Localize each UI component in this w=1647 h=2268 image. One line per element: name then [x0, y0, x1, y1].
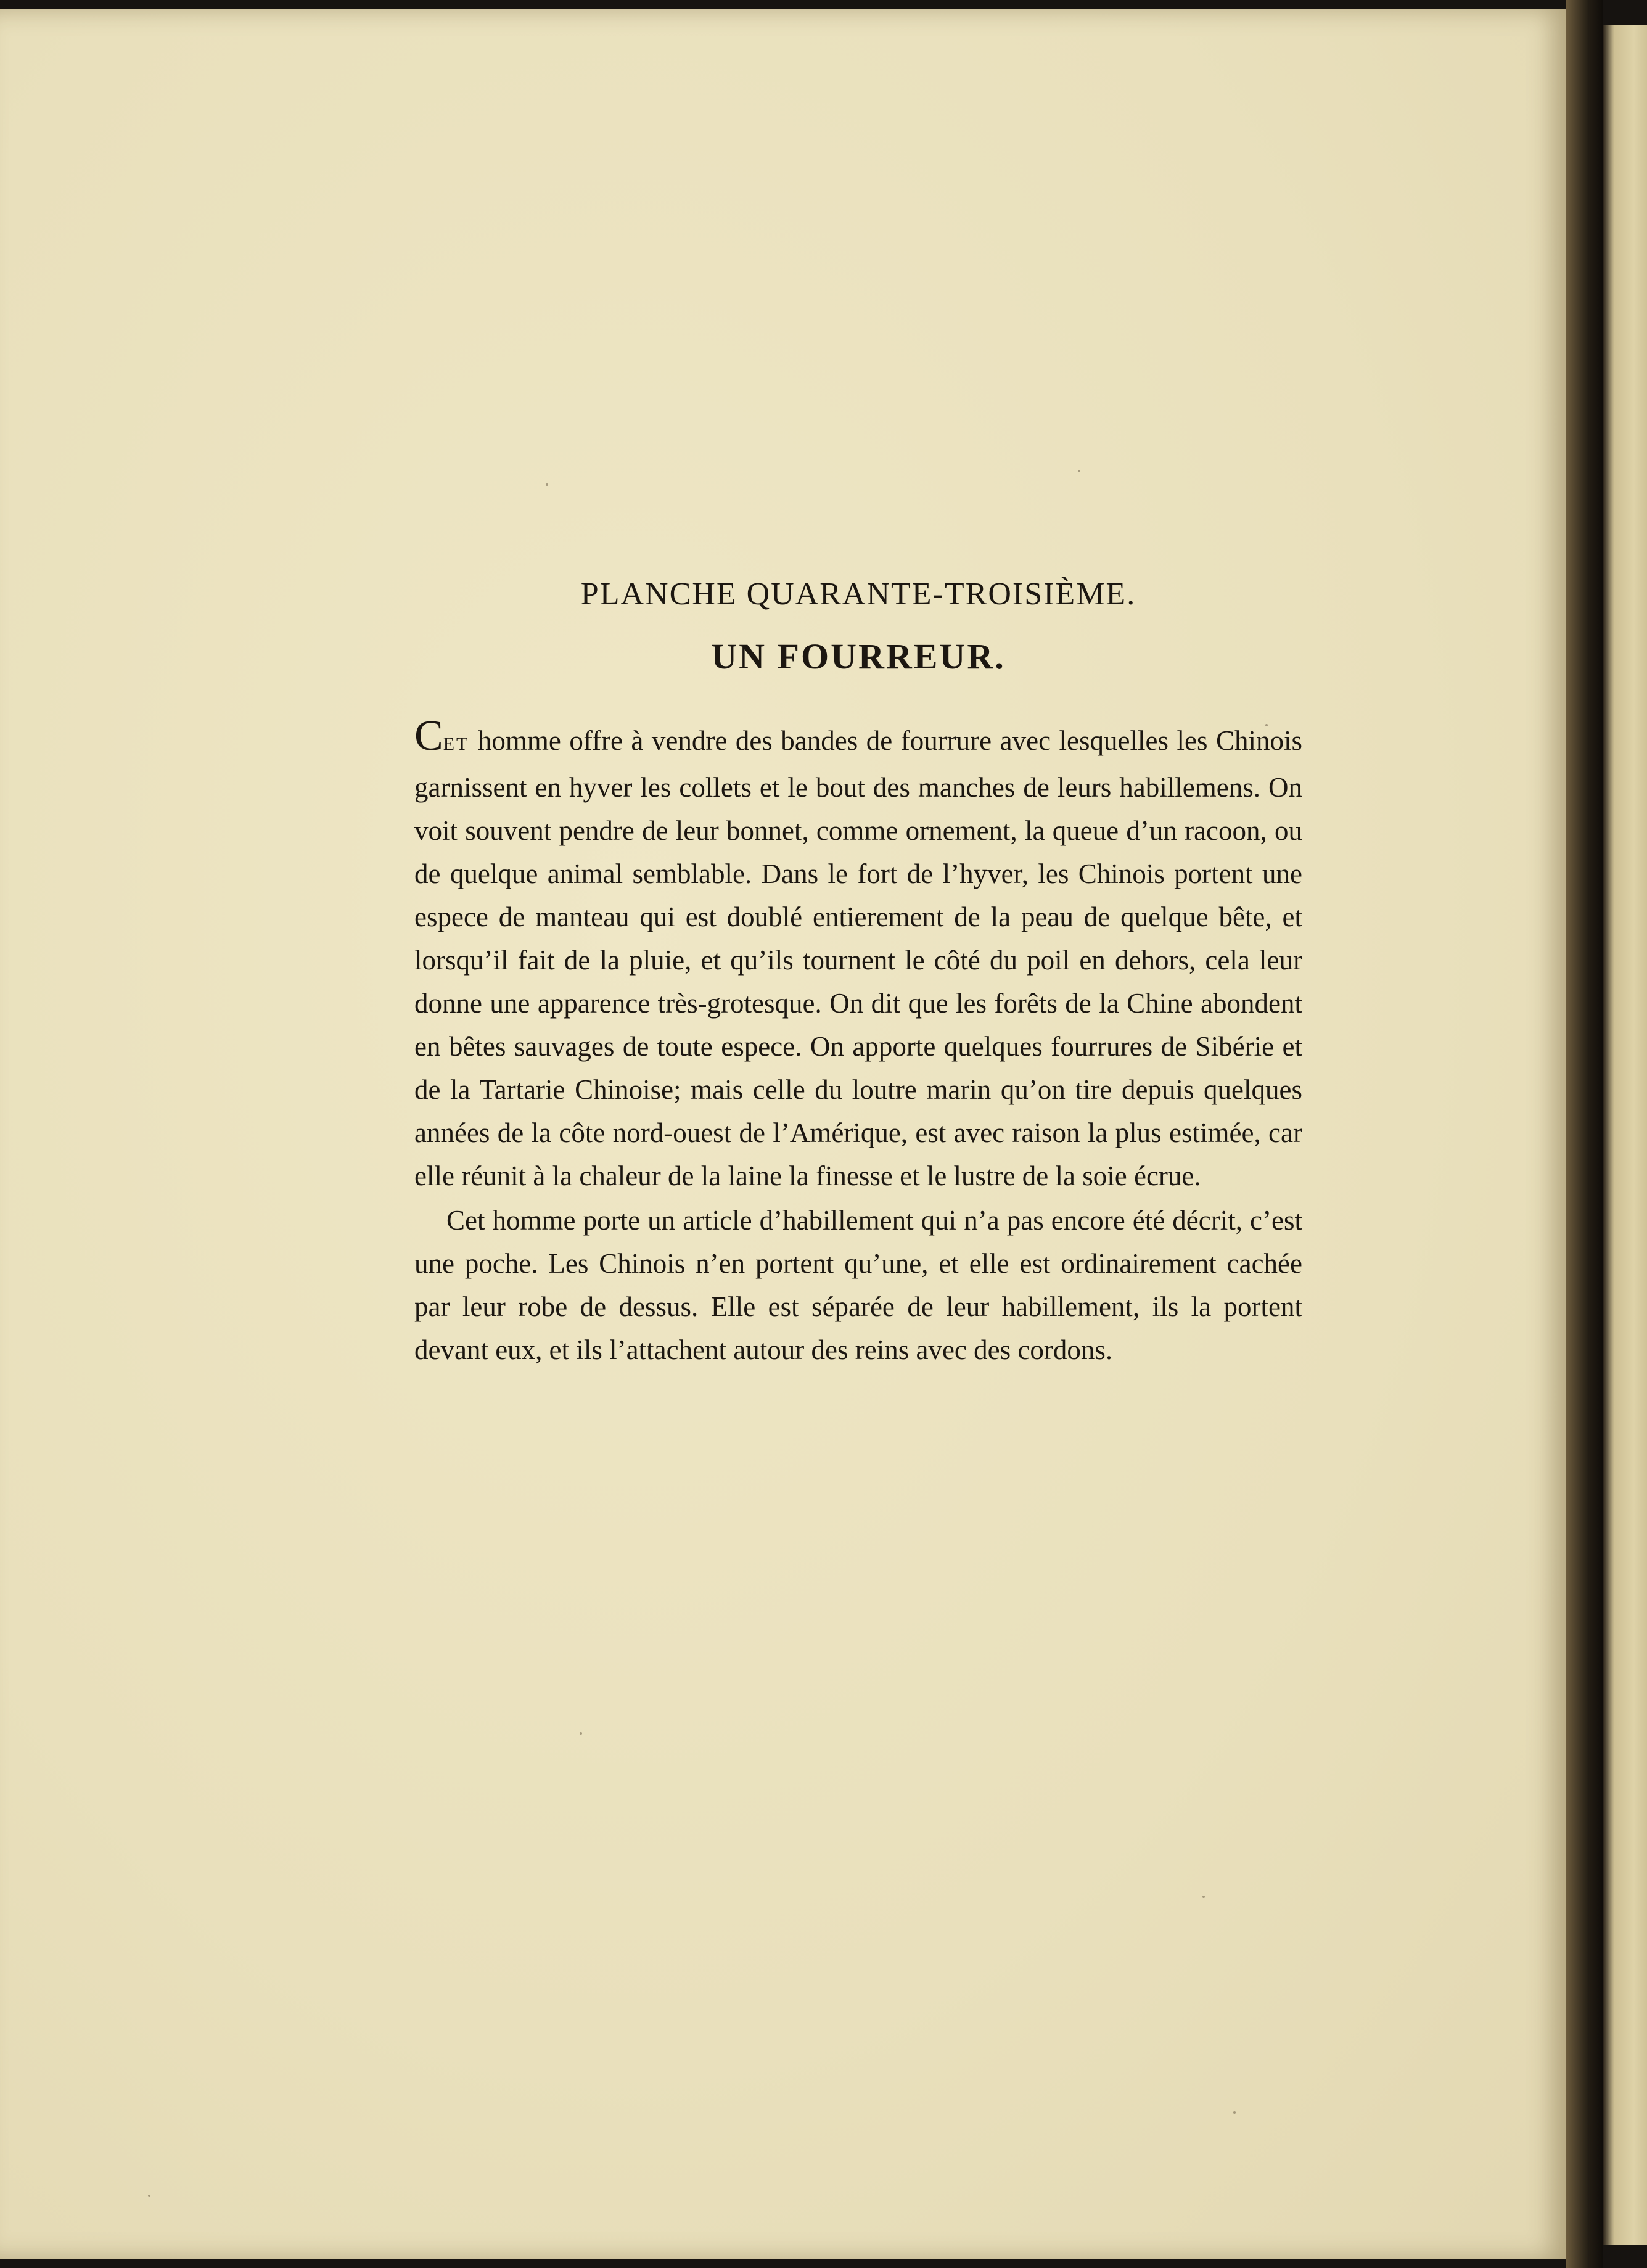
drop-cap: C: [414, 712, 443, 760]
gutter-shadow: [1566, 0, 1603, 2268]
paper-speck: [580, 1732, 582, 1735]
plate-heading: PLANCHE QUARANTE-TROISIÈME.: [580, 577, 1136, 612]
next-page-edge: [1603, 25, 1647, 2245]
paragraph-2: Cet homme porte un article d’habillement qui n’a pas encore été décrit, c’est une poche. Les Chinois n’en portent qu’une, et elle est ordinairement cachée par leur robe de dessus. Elle est séparée de leur habillement, ils la portent devant eux, et ils l’attachent autour des reins avec des cordons.: [414, 1205, 1302, 1365]
paper-speck: [1202, 1896, 1205, 1898]
paper-speck: [546, 483, 548, 486]
small-caps-lead: ET: [443, 734, 470, 754]
paragraph-1: [414, 712, 1302, 1198]
paper-speck: [1233, 2111, 1236, 2114]
paper-speck: [148, 2195, 150, 2197]
book-page: [0, 9, 1571, 2259]
text-block: [414, 576, 1302, 1371]
page-title: UN FOURREUR.: [711, 636, 1006, 676]
paragraph-1-text: homme offre à vendre des bandes de fourrure avec lesquelles les Chinois garnissent en hyver les collets et le bout des manches de leurs habillemens. On voit souvent pendre de leur bonnet, comme ornement, la queue d’un racoon, ou de quelque animal semblable. Dans le fort de l’hyver, les Chinois portent une espece de manteau qui est doublé entierement de la peau de quelque bête, et lorsqu’il fait de la pluie, et qu’ils tournent le côté du poil en dehors, cela leur donne une apparence très-grotesque. On dit que les forêts de la Chine abondent en bêtes sauvages de toute espece. On apporte quelques fourrures de Sibérie et de la Tartarie Chinoise; mais celle du loutre marin qu’on tire depuis quelques années de la côte nord-ouest de l’Amérique, est avec raison la plus estimée, car elle réunit à la chaleur de la laine la finesse et le lustre de la soie écrue.: [414, 725, 1302, 1191]
paper-speck: [1078, 470, 1080, 472]
